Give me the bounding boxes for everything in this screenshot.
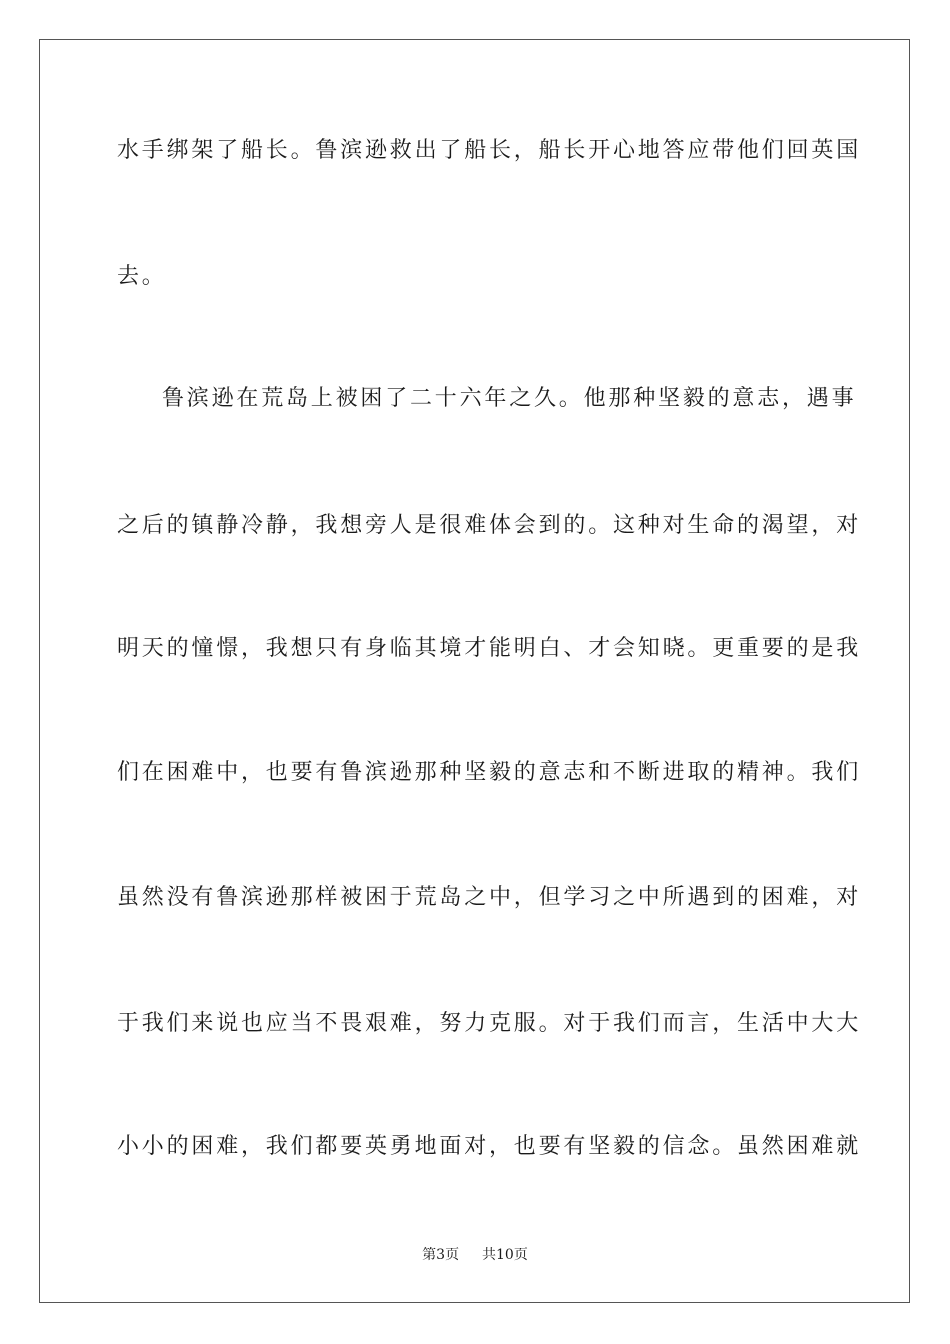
text-line: 明天的憧憬，我想只有身临其境才能明白、才会知晓。更重要的是我 — [117, 636, 862, 661]
page-number: 第3页 — [422, 1247, 460, 1263]
page-border — [39, 39, 910, 1303]
text-line: 们在困难中，也要有鲁滨逊那种坚毅的意志和不断进取的精神。我们 — [117, 760, 862, 785]
paragraph-start-line: 鲁滨逊在荒岛上被困了二十六年之久。他那种坚毅的意志，遇事 — [162, 386, 857, 411]
text-line: 水手绑架了船长。鲁滨逊救出了船长，船长开心地答应带他们回英国 — [117, 138, 862, 163]
text-line: 小小的困难，我们都要英勇地面对，也要有坚毅的信念。虽然困难就 — [117, 1134, 862, 1159]
page-total: 共10页 — [482, 1247, 528, 1263]
page-footer — [0, 1245, 950, 1265]
text-line: 虽然没有鲁滨逊那样被困于荒岛之中，但学习之中所遇到的困难，对 — [117, 885, 862, 910]
text-line: 于我们来说也应当不畏艰难，努力克服。对于我们而言，生活中大大 — [117, 1011, 862, 1036]
text-line: 之后的镇静冷静，我想旁人是很难体会到的。这种对生命的渴望，对 — [117, 513, 862, 538]
text-line: 去。 — [117, 264, 167, 289]
